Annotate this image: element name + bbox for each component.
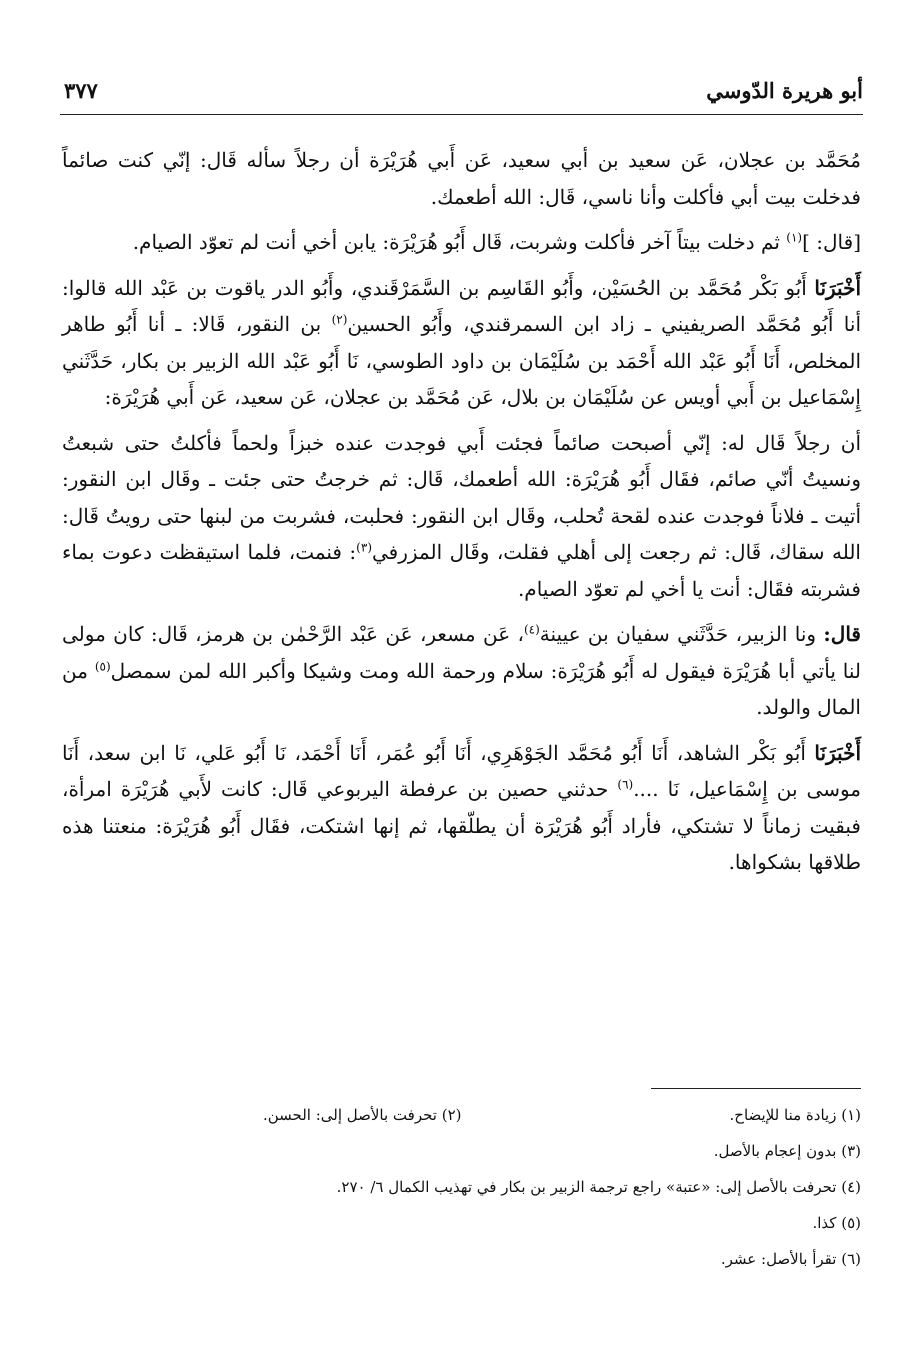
paragraph-text: [قال: ]	[802, 230, 861, 254]
footnote-ref-3: (٣)	[356, 540, 372, 555]
paragraph-text-rest: ، عَن مسعر، عَن عَبْد الرَّحْمٰن بن هرمز، قَال: كان مولى لنا يأتي أبا هُرَيْرَة فيقول له أَبُو هُرَيْرَة: سلام ورحمة الله ومت وشيكا وأكبر الله لمن سمصل	[62, 622, 861, 683]
paragraph-1	[62, 142, 861, 215]
running-title: أبو هريرة الدّوسي	[706, 78, 863, 103]
footnote-5: (٥) كذا.	[812, 1214, 861, 1232]
paragraph-text-rest: : فنمت، فلما استيقظت دعوت بماء فشربته فقَال: أنت يا أخي لم تعوّد الصيام.	[62, 540, 861, 601]
paragraph-text: أَبُو بَكْر مُحَمَّد بن الحُسَيْن، وأَبُو القَاسِم بن السَّمَرْقَندي، وأَبُو الدر ياقوت بن عَبْد الله قالوا: أنا أَبُو مُحَمَّد الصريفيني ـ زاد ابن السمرقندي، وأَبُو الحسين	[62, 275, 862, 336]
paragraph-6	[62, 735, 861, 881]
isnad-lead: قال:	[823, 622, 861, 646]
footnote-ref-5: (٥)	[94, 658, 111, 673]
paragraph-text-rest: ثم دخلت بيتاً آخر فأكلت وشربت، قَال أَبُو هُرَيْرَة: يابن أخي أنت لم تعوّد الصيام.	[132, 230, 787, 254]
paragraph-2	[62, 224, 861, 261]
footnote-2: (٢) تحرفت بالأصل إلى: الحسن.	[262, 1106, 462, 1124]
paragraph-4	[62, 425, 861, 608]
footnote-3: (٣) بدون إعجام بالأصل.	[713, 1142, 861, 1160]
paragraph-text: أن رجلاً قَال له: إنّي أصبحت صائماً فجئت أَبي فوجدت عنده خبزاً ولحماً فأكلتُ حتى شبعتُ ونسيتُ أنّي صائم، فقَال أَبُو هُرَيْرَة: الله أطعمك، قَال: ثم خرجتُ حتى جئت ـ وقَال ابن النقور: أتيت ـ فلاناً فوجدت عنده لقحة تُحلب، وقَال ابن النقور: فحلبت، فشربت من لبنها حتى رويتُ قَال: الله سقاك، قَال: ثم رجعت إلى أهلي فقلت، وقَال المزرفي	[62, 430, 861, 564]
footnote-ref-6: (٦)	[617, 777, 634, 792]
paragraph-text: مُحَمَّد بن عجلان، عَن سعيد بن أبي سعيد، عَن أَبي هُرَيْرَة أن رجلاً سأله قَال: إنّي كنت صائماً فدخلت بيت أبي فأكلت وأنا ناسي، قَال: الله أطعمك.	[62, 148, 861, 209]
isnad-lead: أَخْبَرَنَا	[814, 275, 861, 300]
footnote-4: (٤) تحرفت بالأصل إلى: «عتبة» راجع ترجمة الزبير بن بكار في تهذيب الكمال ٦/ ٢٧٠.	[336, 1178, 861, 1196]
footnote-ref-4: (٤)	[523, 622, 540, 637]
footnote-ref-1: (١)	[786, 230, 803, 245]
isnad-lead: أَخْبَرَنَا	[814, 740, 861, 765]
paragraph-3	[62, 270, 861, 416]
footnote-divider	[651, 1088, 861, 1089]
footnote-ref-2: (٢)	[331, 312, 348, 327]
footnote-1: (١) زيادة منا للإيضاح.	[729, 1106, 861, 1124]
paragraph-text: أَبُو بَكْر الشاهد، أَنَا أَبُو مُحَمَّد الجَوْهَرِي، أَنَا أَبُو عُمَر، أَنَا أَحْمَد، نَا أَبُو عَلي، نَا ابن سعد، أَنَا موسى بن إِسْمَاعيل، نَا ....	[62, 740, 861, 801]
page-header	[60, 72, 863, 115]
paragraph-text-rest: حدثني حصين بن عرفطة اليربوعي قَال: كانت لأَبي هُرَيْرَة امرأة، فبقيت زماناً لا تشتكي، فأراد أَبُو هُرَيْرَة أن يطلّقها، ثم إنها اشتكت، فقَال أَبُو هُرَيْرَة: منعتنا هذه طلاقها بشكواها.	[62, 777, 861, 874]
main-text	[62, 142, 861, 890]
footnote-6: (٦) تقرأ بالأصل: عشر.	[720, 1250, 861, 1268]
paragraph-text-rest: بن النقور، قَالا: ـ أنا أَبُو طاهر المخلص، أَنَا أَبُو عَبْد الله أَحْمَد بن سُلَيْمَان بن داود الطوسي، نَا أَبُو عَبْد الله الزبير بن بكار، حَدَّثَني إِسْمَاعيل بن أَبي أويس عن سُلَيْمَان بن بلال، عَن مُحَمَّد بن عجلان، عَن سعيد، عَن أَبي هُرَيْرَة:	[62, 312, 861, 409]
footnote-row	[62, 1097, 861, 1133]
paragraph-text-end: من المال والولد.	[62, 658, 861, 719]
footnotes	[62, 1097, 861, 1277]
paragraph-5	[62, 616, 861, 726]
page-number: ٣٧٧	[64, 78, 98, 103]
paragraph-text: ونا الزبير، حَدَّثَني سفيان بن عيينة	[539, 622, 824, 646]
